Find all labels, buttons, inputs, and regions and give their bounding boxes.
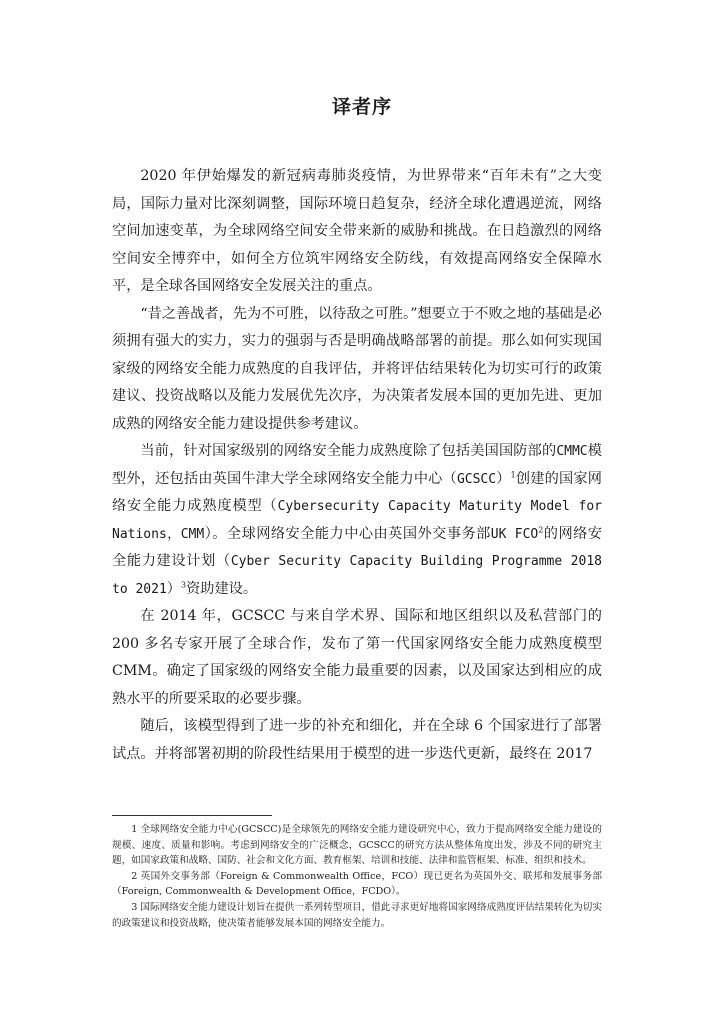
footnote-ref-1: 1 [510,469,516,479]
p3-program: Cyber Security Capacity Building Programme 2018 to 2021 [112,554,602,597]
p3-text-h: 资助建设。 [186,580,258,597]
paragraph-1: 2020 年伊始爆发的新冠病毒肺炎疫情，为世界带来“百年未有”之大变局，国际力量对比深刻调整，国际环境日趋复杂，经济全球化遭遇逆流，网络空间加速变革，为全球网络空间安全带来新的威胁和挑战。在日趋激烈的网络空间安全博弈中，如何全方位筑牢网络安全防线，有效提高网络安全保障水平，是全球各国网络安全发展关注的重点。 [112,168,602,294]
page-title: 译者序 [331,96,392,118]
paragraph-5: 随后，该模型得到了进一步的补充和细化，并在全球 6 个国家进行了部署试点。并将部署初期的阶段性结果用于模型的进一步迭代更新，最终在 2017 [112,718,602,762]
p3-text-f: 的网络安全能力建设计划（ [112,525,602,569]
footnote-1: 1 全球网络安全能力中心(GCSCC)是全球领先的网络安全能力建设研究中心，致力于提高网络安全能力建设的规模、速度、质量和影响。考虑到网络安全的广泛概念，GCSCC的研究方法从整体角度出发，涉及不同的研究主题，如国家政策和战略、国防、社会和文化方面、教育框架、培训和技能、法律和监管框架、标准、组织和技术。 [112,824,602,867]
footnotes [112,822,602,931]
p3-text-a: 当前，针对国家级别的网络安全能力成熟度除了包括美国国防部的 [140,443,557,459]
footnote-2: 2 英国外交事务部（Foreign & Commonwealth Office，FCO）现已更名为英国外交、联邦和发展事务部（Foreign, Commonwealth & Development Office，FCDO）。 [112,870,602,898]
p3-ukfco: UK FCO [490,526,539,542]
paragraph-4: 在 2014 年，GCSCC 与来自学术界、国际和地区组织以及私营部门的 200 多名专家开展了全球合作，发布了第一代国家网络安全能力成熟度模型 CMM。确定了国家级的网络安全能力最重要的因素，以及国家达到相应的成熟水平的所要采取的必要步骤。 [112,608,602,707]
p3-text-d: 创建的国家网络安全能力成熟度模型（ [112,470,602,514]
p3-text-g: ） [166,580,181,597]
p3-text-c: ） [496,470,511,487]
footnote-divider [112,815,272,816]
footnote-ref-3: 3 [181,579,187,589]
footnote-3: 3 国际网络安全能力建设计划旨在提供一系列转型项目，借此寻求更好地将国家网络成熟度评估结果转化为切实的政策建议和投资战略，使决策者能够发展本国的网络安全能力。 [112,901,602,929]
p3-cmmc: CMMC [556,444,588,459]
body-text [112,163,602,768]
paragraph-3 [112,438,602,603]
p3-cmm-full: Cybersecurity Capacity Maturity Model for Nations，CMM [112,499,602,542]
p3-gcscc: GCSCC [456,471,497,487]
p3-text-b: 模型外，还包括由英国牛津大学全球网络安全能力中心（ [112,443,602,487]
p3-text-e: ）。全球网络安全能力中心由英国外交事务部 [204,525,491,542]
footnote-ref-2: 2 [538,524,544,534]
paragraph-2: “昔之善战者，先为不可胜，以待敌之可胜。”想要立于不败之地的基础是必须拥有强大的实力，实力的强弱与否是明确战略部署的前提。那么如何实现国家级的网络安全能力成熟度的自我评估，并将评估结果转化为切实可行的政策建议、投资战略以及能力发展优先次序，为决策者发展本国的更加先进、更加成熟的网络安全能力建设提供参考建议。 [112,305,602,432]
